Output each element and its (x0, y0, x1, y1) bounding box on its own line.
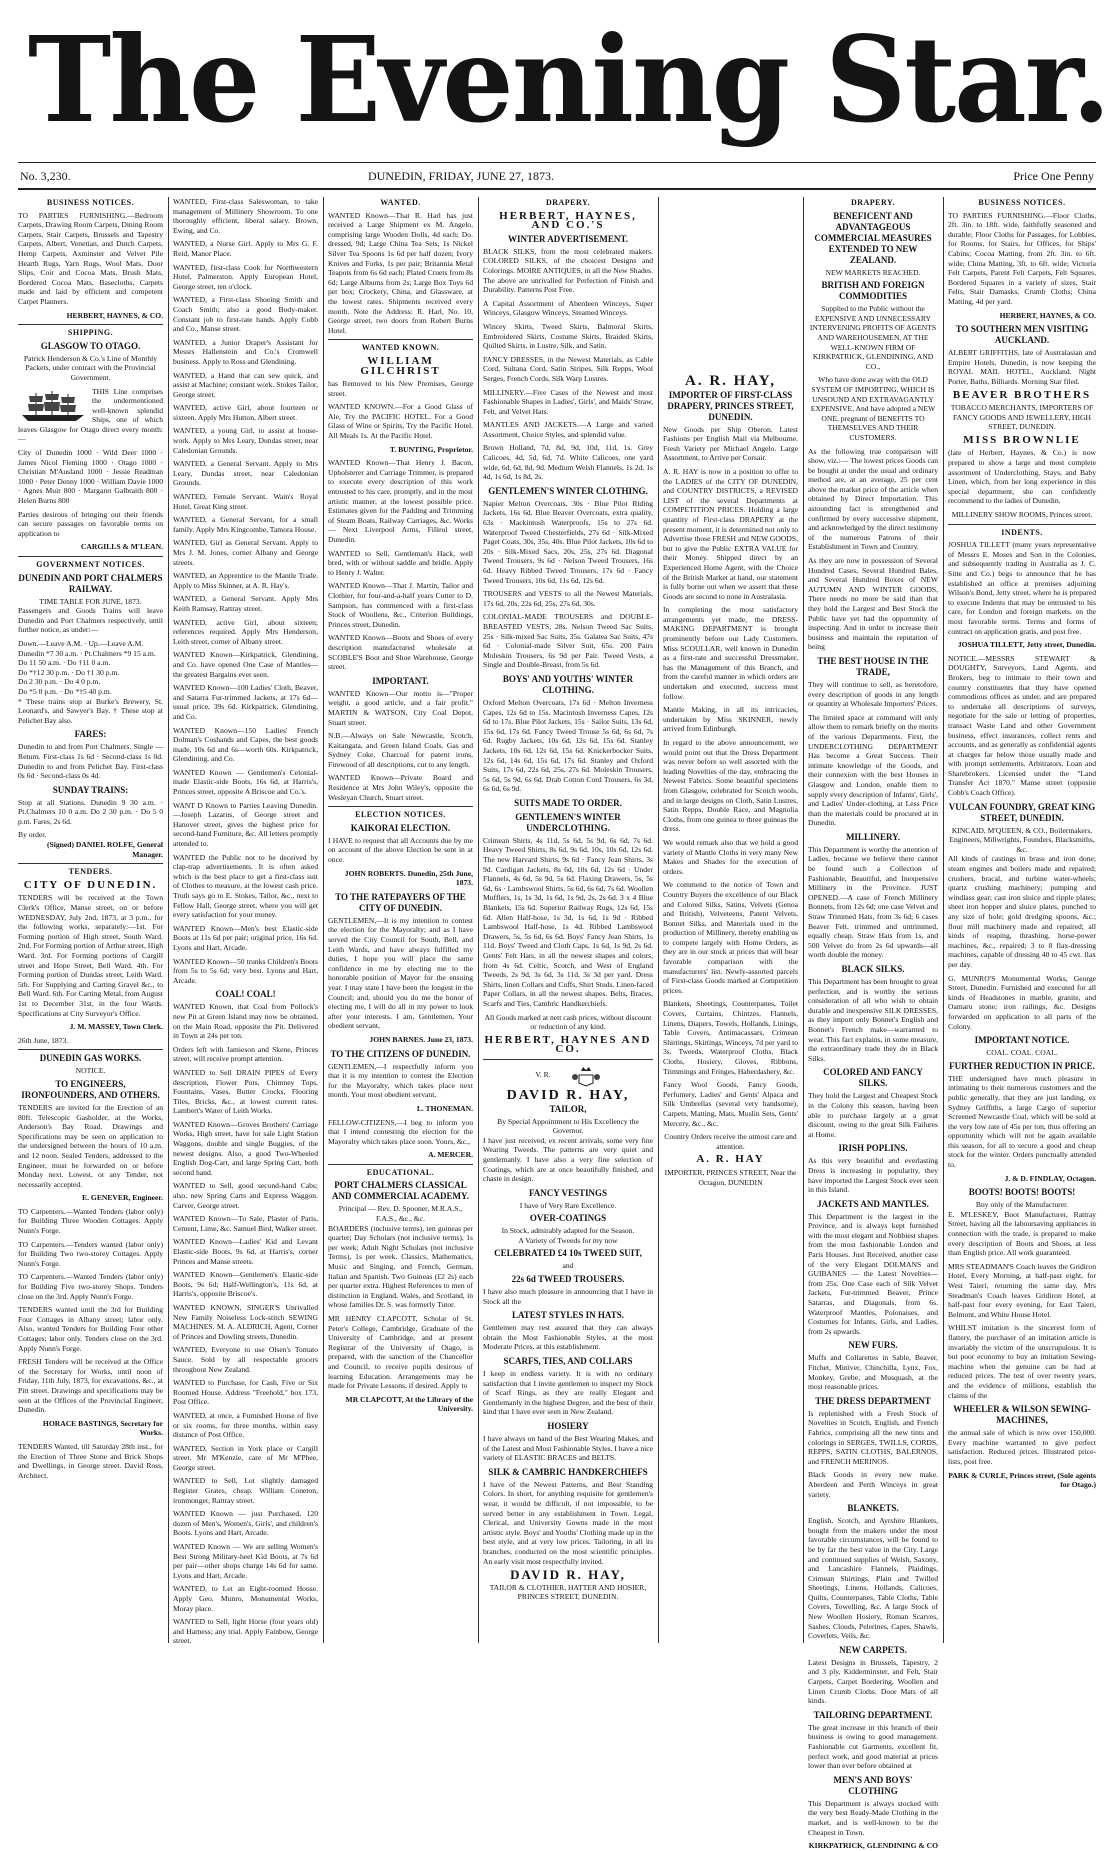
wanted-ad: WANTED, active Girl, about sixteen; references required. Apply Mrs Henderson, Leith street, corner of Albany street. (173, 617, 318, 646)
ad-munro: G. MUNRO'S Monumental Works, George Street, Dunedin. Furnished and executed for all kinds of Headstones in marble, granite, and Oamaru stone; iron railings, &c. Designs forwarded on application to all parts of the Colony. (948, 973, 1096, 1031)
kg-paragraph: This Department is always stocked with the very best Ready-Made Clothing in the market, and is well-known to be the Cheapest in Town. (808, 1798, 938, 1837)
divider (18, 863, 163, 864)
wanted-ad: WANTED Known, that Coal from Pollock's new Pit at Green Island may now be obtained, on the Main Road, opposite the Pit. Delivered in Town at 24s per ton. (173, 1002, 318, 1041)
hay-paragraph: I have just received, ex recent arrivals, some very fine Wearing Tweeds. The patterns are very quiet and gentlemanly. I have also a very fine selection of Coatings, which are at once beautifully finished, and chaste in design. (483, 1135, 653, 1184)
divider (328, 806, 473, 807)
hay-paragraph: Gentlemen may rest assured that they can always obtain the Most Fashionable Styles, at the most Moderate Prices, at this establishment. (483, 1323, 653, 1352)
ad-scobles: WANTED Known—Boots and Shoes of every description manufactured wholesale at SCOBLE'S Boot and Shoe Warehouse, George street. (328, 633, 473, 672)
headline-blankets: BLANKETS. (847, 1503, 899, 1514)
ad-gas-tender: TENDERS are invited for the Erection of an 80ft. Telescopic Gasholder, at the Works, Anderson's Bay Road. Drawings and Specifications may be seen on application to the undersigned between the hours of 10 a.m. and 12 noon. Sealed Tenders, addressed to the Engineer, must be forwarded on or before Monday next. Lowest, or any Tender, not necessarily accepted. (18, 1102, 163, 1189)
divider (948, 524, 1096, 525)
headline-trousers: 22s 6d TWEED TROUSERS. (511, 1274, 625, 1285)
masthead (0, 0, 1114, 160)
headline-black-silks: BLACK SILKS. (841, 964, 905, 974)
ad-signature: DAVID R. HAY, (510, 1567, 626, 1583)
headline-dress-dept: THE DRESS DEPARTMENT (815, 1395, 931, 1406)
ad-parties-desirous: Parties desirous of bringing out their friends can secure passages on favorable terms on application to (18, 509, 163, 538)
headline-beneficent: BENEFICENT AND ADVANTAGEOUS COMMERCIAL MEASURES EXTENDED TO NEW ZEALAND. (814, 210, 932, 265)
headline-tweed-suit: CELEBRATED £4 10s TWEED SUIT, (494, 1248, 642, 1259)
kg-line: NEW MARKETS REACHED. (825, 267, 921, 277)
ad-beaver: TOBACCO MERCHANTS, IMPORTERS OF FANCY GOODS AND JEWELLERY, HIGH STREET, DUNEDIN. (950, 403, 1094, 432)
ad-thoneman: GENTLEMEN,—I respectfully inform you that it is my intention to contest the Election for the Mayoralty, which takes place next month. Your most obedient servant, (328, 1061, 473, 1100)
rule-bottom (18, 188, 1096, 190)
ad-boarders: BOARDERS (inclusive terms), ten guineas per quarter; Day Scholars (not inclusive terms), 1s per week; Adult Night Scholars (not inclusive Terms), 1s per week. Classics, Mathematics, Music and Singing, and French, German, Italian and Spanish. Two Guineas (£2 2s) each per quarter extra. Highest References to men of distinction in England, Wales, and Scotland, in whose families Dr. S. was formerly Tutor. (328, 1223, 473, 1310)
ad-signature: JOHN ROBERTS. Dunedin, 25th June, 1873. (344, 868, 473, 888)
divider (18, 1049, 163, 1050)
ad-signature: HERBERT, HAYNES AND CO. (484, 1033, 652, 1056)
headline-glasgow: GLASGOW TO OTAGO. (40, 340, 141, 351)
headline-kaikorai: KAIKORAI ELECTION. (350, 822, 451, 833)
ad-signature: (Signed) DANIEL ROLFE, General Manager. (46, 840, 163, 859)
ad-gilchrist: has Removed to his New Premises, George street. (328, 379, 473, 398)
royal-crest-row (483, 1063, 653, 1087)
royal-crest-icon (571, 1063, 601, 1087)
hay-line: I have of Very Rare Excellence. (519, 1200, 617, 1210)
drapery-item: All Goods marked at nett cash prices, without discount or reduction of any kind. (484, 1012, 652, 1032)
coal-line: COAL. COAL. COAL. (986, 1048, 1058, 1058)
train-row: Do *5 0 p.m. · Do *†5 40 p.m. (18, 686, 112, 696)
headline-gilchrist: WILLIAM GILCHRIST (360, 354, 441, 377)
divider (328, 339, 473, 340)
ad-watson-nb: N.B.—Always on Sale Newcastle, Scotch, Kaitangata, and Green Island Coals. Gas and Sydney Coke, Charcoal for patent irons, Firewood of all descriptions, cut to any length. (328, 731, 473, 769)
ad-carpenters: TO Carpenters.—Wanted Tenders (labor only) for Building Three Wooden Cottages. Apply Nunn's Forge. (18, 1206, 163, 1236)
kg-paragraph: This Department is the largest in the Province, and is always kept furnished with the most elegant and Nobbiest shapes from the most fashionable London and Paris Houses. Just Received, another case of the very Elegant DOLMANS and GUIBANES — the Latest Novelties—from 25s. One Case each of Silk Velvet Jackets, Fur-trimmed Beaver, Prince Satarras, and Diagonals, from 6s. Waterproof Mantles, Polonaises, and Costumes for Infants, Girls, and Ladies, from 2s upwards. (808, 1211, 938, 1336)
kg-paragraph: They will continue to sell, as heretofore, every description of goods in any length or quantity at Wholesale Importers' Prices. (808, 679, 938, 709)
wanted-ad: WANTED, an Apprentice to the Mantle Trade. Apply to Miss Skinner, at A. R. Hay's. (173, 571, 318, 590)
headline-engineers: TO ENGINEERS, IRONFOUNDERS, AND OTHERS. (21, 1078, 160, 1100)
wanted-ad: WANTED Known—150 Ladies' French Dolman's Coshands and Capes, the best goods made, 10s 6d and 6s—worth 60s. Kirkpatrick, Glendining, and Co. (173, 725, 318, 764)
headline-gas-works: DUNEDIN GAS WORKS. (39, 1053, 142, 1064)
wanted-ad: WANTED to Sell, good second-hand Cabs; also, new Spring Carts and Express Waggon. Carver, George street. (173, 1181, 318, 1210)
wanted-ad: WANTED Known—Groves Brothers' Carriage Works, High street, have for sale Light Station Waggons, double and single Buggies, of the newest designs. Also, a good Two-Wheeled English Dog-Cart, and large Spring Cart, both second hand. (173, 1119, 318, 1177)
ad-line-description: THIS Line comprises the undermentioned well-known splendid Ships, one of which leaves Glasgow for Otago direct every month:— (18, 386, 163, 444)
headline-important-notice: IMPORTANT NOTICE. (974, 1035, 1070, 1046)
headline-boots: BOOTS! BOOTS! BOOTS! (968, 1187, 1076, 1198)
wanted-ad: WANTED, first-class Cook for Northwestern Hotel, Palmerston. Apply European Hotel, George street, ten o'clock. (173, 262, 318, 291)
ad-carpenters: TO Carpenters.—Tenders wanted (labor only) for Building Two two-storey Cottages. Apply Nunn's Forge. (18, 1239, 163, 1268)
ad-private-board: WANTED Known—Private Board and Residence at Mrs John Wiley's, opposite the Wesleyan Church, Stuart street. (328, 773, 473, 802)
column-4 (483, 197, 653, 1643)
headline-boys: BOYS' AND YOUTHS' WINTER CLOTHING. (502, 673, 634, 695)
headline-carpets: NEW CARPETS. (839, 1644, 907, 1655)
dateline: DUNEDIN, FRIDAY, JUNE 27, 1873. (368, 169, 555, 183)
wanted-ad: WANTED, a General Servant, for a small family. Apply Mrs Kingcombe, Tamora House. (173, 515, 318, 534)
headline-gent-clothing: GENTLEMEN'S WINTER CLOTHING. (488, 485, 648, 496)
principal: Principal — Rev. D. Spooner, M.R.A.S., F.A.S., &c., &c. (338, 1204, 463, 1224)
headline-british: BRITISH AND FOREIGN COMMODITIES (821, 280, 925, 302)
section-indents: INDENTS. (1001, 527, 1043, 537)
ad-signature: J. M. MASSEY, Town Clerk. (69, 1022, 163, 1032)
train-row: Do 11 50 a.m. · Do †11 0 a.m. (18, 658, 111, 668)
headline-tailor: TAILOR, (549, 1103, 587, 1114)
hay-address: TAILOR & CLOTHIER, HATTER AND HOSIER, PRINCES STREET, DUNEDIN. (489, 1582, 647, 1602)
headline-irish-poplins: IRISH POPLINS. (838, 1143, 908, 1154)
ad-signature: E. GENEVER, Engineer. (82, 1193, 163, 1203)
section-educational: EDUCATIONAL. (366, 1167, 435, 1177)
headline-handkerchiefs: SILK & CAMBRIC HANDKERCHIEFS (488, 1466, 648, 1477)
section-drapery: DRAPERY. (850, 198, 896, 207)
column-rule (168, 197, 169, 1643)
kg-paragraph: Who have done away with the OLD SYSTEM OF IMPORTING, WHICH IS UNSOUND AND EXTRAVAGANTLY EXPENSIVE, And have adopted a NEW ONE, pregnant of BENEFITS TO THEMSELVES AND THEIR CUSTOMERS. (810, 375, 936, 442)
wanted-ad: WANTED, a General Servant. Apply Mrs Keith Ramsay, Rattray street. (173, 594, 318, 613)
ad-kaikorai: I HAVE to request that all Accounts due by me on account of the above Election be sent in at once. (328, 835, 473, 865)
by-order: By order. (18, 830, 47, 840)
wanted-ad: WANTED to Purchase, for Cash, Five or Six Roomed House. Address "Freehold," box 173, Post Office. (173, 1378, 318, 1407)
headline-herbert-haynes: HERBERT, HAYNES, AND CO.'S (499, 209, 637, 232)
ad-mleskey: E. M'LESKEY, Boot Manufacturer, Rattray Street, having all the laboursaving appliances in connection with the trade, is prepared to make every description of Boots and Shoes, at less than English price. All work guaranteed. (948, 1209, 1096, 1258)
ar-hay-address: IMPORTER, PRINCES STREET, Near the Octagon, DUNEDIN (664, 1167, 797, 1187)
ad-findlay: THE undersigned have much pleasure in intimating to their numerous customers and the public generally, that they are just landing, ex Sydney Griffiths, a large Cargo of superior Screened Newcastle Coal, which will be sold at the very low rate of 45s per ton, thus offering an opportunity which will not be again available this season, for all to secure a good and cheap stock for the winter. Orders punctually attended to. (948, 1073, 1096, 1170)
price: Price One Penny (1013, 169, 1094, 183)
hay-paragraph: I have always on hand of the Best Wearing Makes, and of the Latest and Most Fashionable Styles. I have a nice variety of ELASTIC BRACES and BELTS. (483, 1434, 653, 1463)
headline-importer: IMPORTER OF FIRST-CLASS DRAPERY, PRINCES STREET, DUNEDIN. (667, 389, 794, 422)
ad-henderson: Patrick Henderson & Co.'s Line of Monthly Packets, under contract with the Provincial Government. (23, 353, 158, 382)
section-election: ELECTION NOTICES. (355, 810, 446, 820)
ad-harl: WANTED Known—That R. Harl has just received a Large Shipment ex M. Angelo, comprising large Wooden Dolls, 4d each; Do. dressed, 9d; Large China Tea Sets, 1s Nickel Silver Tea Spoons 1s 6d per half dozen; Ivory Knives and Forks, 1s per pair; Britannia Metal Teapots from 6s 6d each; Plated Cruets from 8s 6d; Large Albums from 2s; Large Box Toys 6d per box; Crockery, China, and Glassware, at the lowest rates. Shipments received every month. Note the Address: R. Harl, No. 10, George street, two doors from Robert Burns Hotel. (328, 210, 473, 335)
kg-paragraph: As this very beautiful and everlasting Dress is increasing in popularity, they have imported the Largest Stock ever seen in this Island. (808, 1156, 938, 1195)
wanted-ad: WANTED Known — Gentlemen's Celonial-made Elastic-side Boots, 16s 6d, at Harris's, Princes street, opposite A Briscoe and Co.'s. (173, 767, 318, 797)
wanted-ad: WANT D Known to Parties Leaving Dunedin.—Joseph Lazarus, of George street and Hanover street, gives the highest price for second-hand Furniture, &c. All letters promptly attended to. (173, 800, 318, 849)
wanted-ad: WANTED KNOWN, SINGER'S Unrivalled New Family Noiseless Lock-stitch SEWING MACHINES. M. A. ALDRICH, Agent, Corner of Princes and Dowling streets, Dunedin. (173, 1302, 318, 1341)
issue-number: No. 3,230. (20, 169, 71, 183)
ad-signature: CARGILLS & M'LEAN. (80, 542, 163, 552)
ad-mercer: FELLOW-CITIZENS,—I beg to inform you that I intend contesting the election for the Mayoralty which takes place soon. Yours, &c., (328, 1117, 473, 1146)
kg-paragraph: Latest Designs in Brussels, Tapestry, 2 and 3 ply, Kidderminster, and Felt, Stair Carpets, Carpet Bordering, Woollen and Linen Crumb Cloths. Door Mats of all kinds. (808, 1657, 938, 1706)
divider (18, 324, 163, 325)
column-6 (808, 197, 938, 1851)
section-wanted-known: WANTED KNOWN. (361, 343, 440, 353)
drapery-item: COLONIAL-MADE TROUSERS and DOUBLE-BREASTED VESTS, 28s. Nelson Tweed Sac Suits, 25s · Silk-mixed Sac Suits, 35s. Galatea Sac Suits, 47s 6d · Colonial-made Silver Suit, 65s. 200 Pairs Moleskin Trousers, 6s 9d per Pair. Tweed Vests, a Single and Double-Breast, from 5s 6d. (483, 612, 653, 670)
timetable-title: TIME TABLE FOR JUNE, 1873. (39, 596, 142, 606)
section-tenders: TENDERS. (68, 867, 113, 877)
wanted-ad: WANTED, a General Servant. Apply to Mrs Leary, Dundas street, near Caledonian Grounds. (173, 459, 318, 488)
ad-fresh-tenders: FRESH Tenders will be received at the Office of the Secretary for Works, until noon of Friday, 11th July, 1873, for excavations, &c., at Pitt street. Drawings and specifications may be seen at the Offices of the Provincial Engineer, Dunedin. (18, 1357, 163, 1415)
column-1 (18, 197, 163, 1643)
kg-paragraph: The limited space at command will only allow them to remark briefly on the merits of the various Departments. First, the UNDERCLOTHING DEPARTMENT Has become a Great Success. Their intimate knowledge of the Goods, and their connexion with the best Houses in Glasgow and London, enable them to supply every description of Infants', Girls', and Ladies' Under-clothing, at Less Price than the materials could be procured at in Dunedin. (808, 712, 938, 828)
kg-paragraph: Is replenished with a Fresh Stock of Novelties in Scotch, English, and French Fabrics, comprising all the new tints and colorings in SERGES, TWILLS, CORDS, REPPS, SATIN CLOTHS, BALERNOS, and FRENCH MERINOS. (808, 1408, 938, 1466)
train-header: Down.—Leave A.M. · Up.—Leave A.M. (18, 638, 144, 648)
ad-vulcan: All kinds of castings in brass and iron done; steam engines and boilers made and repaired; crushers, bracal, and turbine water-wheels; quartz crushing machinery; pumping and windlass gear; cast iron sluice and ripple plates; sheet iron hopper and sluice plates, punched to any size of hole; gold dredging spoons, &c.; flour mill machinery made and repaired; all kinds of reaping, thrashing, horse-power machines, &c., repaired; 3 to 8 flax-dressing machines, capable of dressing 40 to 45 cwt. flax per day. (948, 854, 1096, 969)
ar-hay-paragraph: In completing the most satisfactory arrangements yet made, the DRESS-MAKING DEPARTMENT is brought prominently before our Lady Customers. Miss SCOULLAR, well known in Dunedin as a first-rate and successful Dressmaker, has the Management of this Branch, and from the careful manner in which orders are undertaken and executed, success must follow. (663, 605, 798, 701)
ad-tenders-shops: TENDERS Wanted, till Saturday 28th inst., for the Erection of Three Stone and Brick Shops and Dwellings, in George street. David Ross, Architect. (18, 1441, 163, 1480)
ad-floor-cloths: TO PARTIES FURNISHING.—Floor Cloths, 2ft. 3in. to 18ft. wide, faithfully seasoned and durable; Floor Cloths for Passages, for Lobbies, for Rooms, for Stairs, for Offices, for Ships' Cabins; Cocoa Matting, from 2ft. 3in. to 6ft. wide; China Matting, 3ft. to 6ft. wide; Victoria Felt Carpets, Parent Felt Carpets, Felt Squares, Bordered Squares in a variety of sizes, Stair Felts, Stair Damasks, Crumb Cloths; China Matting, 4d per yard. (948, 210, 1096, 306)
headline-mens-clothing: MEN'S AND BOYS' CLOTHING (833, 1774, 913, 1796)
drapery-item: BLACK SILKS, from the most celebrated makers. COLORED SILKS, of the choicest Designs and Colorings. MOIRE ANTIQUES, in all the New Shades. The above are unrivalled for Perfection of Finish and Durability. Patterns Post Free. (483, 246, 653, 295)
wanted-ad: WANTED Known—Kirkpatrick, Glendining, and Co. have opened One Case of Mantles—the greatest Bargains ever seen. (173, 650, 318, 679)
headline-academy: PORT CHALMERS CLASSICAL AND COMMERCIAL ACADEMY. (332, 1180, 469, 1202)
divider (18, 556, 163, 557)
ad-watson: WANTED Known—Our motto is—"Proper weight, a good article, and a fair profit." MARTIN & WATSON, City Coal Depot, Stuart street. (328, 688, 473, 727)
column-3 (328, 197, 473, 1643)
wanted-ad: WANTED, Girl as General Servant. Apply to Mrs J. M. Jones, corner Albany and George streets. (173, 538, 318, 567)
kg-paragraph: This Department is worthy the attention of Ladies, because we believe there cannot be found such a Collection of Fashionable, Beautiful, and Inexpensive Millinery in the Province. JUST OPENED.—A case of French Millinery Bonnets, from 12s 6d; one case Velvet and Straw Trimmed Hats, from 3s 6d; 6 cases Beaver Felt, trimmed and untrimmed, equally cheap. Straw Hats from 1s, and 500 Velvet do from 2s 6d upwards—all worth double the money. (808, 844, 938, 960)
ad-signature: HERBERT, HAYNES, & CO. (66, 310, 163, 320)
wanted-ad: WANTED, a young Girl, to assist at house-work. Apply to Mrs Leary, Dundas street, near Caledonian Grounds. (173, 426, 318, 455)
column-rule (943, 197, 944, 1643)
ad-tenders-labor: TENDERS wanted until the 3rd for Building Four Cottages in Albany street; labor only. Also, wanted Tenders for Building Four other Cottages; labor only. Tenders close on the 3rd. Apply Nunn's Forge. (18, 1305, 163, 1353)
headline-overcoatings: OVER-COATINGS (529, 1213, 607, 1224)
ad-date: 26th June, 1873. (18, 1035, 69, 1045)
hay-line: and (562, 1261, 574, 1271)
ad-signature: KIRKPATRICK, GLENDINING & CO (808, 1841, 938, 1851)
ad-signature: HERBERT, HAYNES, & CO. (999, 310, 1096, 320)
wanted-ad: WANTED, Female Servant. Wain's Royal Hotel, Great King street. (173, 492, 318, 511)
ar-hay-paragraph: Country Orders receive the utmost care and attention. (664, 1132, 797, 1151)
price-list: Oxford Melton Overcoats, 17s 6d · Melton Inverness Capes, 12s 6d to 15s. Macintosh Inverness Capes, 12s 6d to 17s. Blue Pilot Jackets, 15s · Sailor Suits, 13s 6d, 15s 6d, 17s 6d. Fancy Tweed Trouse 5s 6d, 6s 6d, 7s 6d. Rugby Jackets, 10s 6d, 12s 6d, 15s 6d. Stanley Jackets, 10s 6d, 12s 6d, 15s 6d. Knickerbocker Suits, 12s 6d, 14s 6d, 15s 6d, 17s 6d. Stanley and Oxford Suits, 17s 6d, 22s 6d, 25s, 27s 6d. Moleskin Trousers, 5s 6d, 5s 9d, 6s 6d. Drab Cotton Cord Trousers, 6s 3d, 6s 6d, 6s 9d. (483, 697, 653, 794)
ar-hay-paragraph: In regard to the above announcement, we would point out that the Dress Department was never before so well assorted with the leading Novelties of the day, embracing the Newest Fabrics. Some beautiful specimens from Glasgow, celebrated for Scotch wools, and in large designs on Cloth, Satin Lustres, Satin Repps, Double Race, and Magnolia Cloths, from one guinea to three guineas the dress. (663, 738, 798, 834)
hay-paragraph: I have also much pleasure in announcing that I have in Stock all the (483, 1287, 653, 1306)
section-business-notices: BUSINESS NOTICES. (46, 198, 135, 207)
section-business-notices: BUSINESS NOTICES. (978, 198, 1066, 207)
wanted-ad: WANTED Known—To Sale, Plaster of Paris, Cement, Lime, &c. Samuel Bird, Walker street. (173, 1214, 318, 1233)
ar-hay-paragraph: Blankets, Sheetings, Counterpanes, Toilet Covers, Curtains, Chintzes, Flannels, Linens, Diapers, Towels, Hollands, Linings, Table Covers, Antimacassars, Crimean Shirtings, Skirtings, Winceys, 7d per yard to 3s. Tweeds, Waterproof Cloths, Black Cloths, Hosiery, Gloves, Ribbons, Trimmings and Fringes, Haberdashery, &c. (663, 999, 798, 1076)
wanted-ad: WANTED, a Junior Draper's Assistant for Messrs Hallenstein and Co.'s Cromwell business. Apply to Ross and Glendining. (173, 337, 318, 366)
drapery-item: A Capital Assortment of Aberdeen Winceys, Super Winceys, Glasgow Winceys, Steamed Winceys. (483, 298, 653, 318)
info-line (18, 166, 1096, 186)
sunday-table: Stop at all Stations. Dunedin 9 30 a.m. · Pt.Chalmers 10 0 a.m. Do 2 30 p.m. · Do 5 0 p.m. Fares, 2s 6d. (18, 797, 163, 826)
hay-line: A Variety of Tweeds for my now (518, 1235, 618, 1245)
ad-stewart-doughty: NOTICE.—MESSRS STEWART & DOUGHTY, Surveyors, Land Agents, and Brokers, beg to intimate to their town and country constituents that they have opened commodious offices as under, and are prepared to undertake all descriptions of surveys, negotiate for the sale or letting of properties, transact Waste Land and other Government business, effect insurances, collect rents and accounts, and as generally as confidential agents at charges far below those usually made and with prompt settlements. Arbitrators, Loan and Sharebrokers. Licensed under the "Land Transfer Act 1870." Manse street (opposite Cobb's Coach Office). (948, 653, 1096, 798)
ad-steadman: MRS STEADMAN'S Coach leaves the Gridiron Hotel, Every Morning, at half-past eight, for West Taieri, returning the same day. Mrs Steadman's Coach leaves Gridiron Hotel, at half-past four every evening, for East Taieri, Belmont, and White House Hotel. (948, 1261, 1096, 1319)
ad-signature: L. THONEMAN. (416, 1103, 473, 1113)
kg-paragraph: The great increase in this branch of their business is owing to good management. Fashionable cut Garments, excellent fit, perfect work, and good material at prices lower than ever before obtained at (808, 1722, 938, 1771)
ar-hay-paragraph: Mantle Making, in all its intricacies, undertaken by Miss SKINNER, newly arrived from Edinburgh. (663, 705, 798, 734)
train-row: Do 2 30 p.m. · Do 4 0 p.m. (18, 677, 101, 687)
wanted-ad: WANTED the Public not to be deceived by clap-trap advertisements. It is often asked which is the best place to get a first-class suit of Clothes to measure, at the lowest cash price. Truth says go to E. Stokes, Tailor, &c., next to Fellow Hall, George street, where you will get every satisfaction for your money. (173, 852, 318, 920)
price-list: Crimean Shirts, 4s 11d, 5s 6d, 5s 9d, 6s 6d, 7s 6d. Heavy Tweed Shirts, 8s 6d, 9s 6d, 10s, 10s 6d, 12s 6d. The new Harvard Shirts, 9s 6d · Fancy Jean Shirts, 3s 9d. Cardigan Jackets, 8s 6d, 10s 6d, 12s 6d · Under Flannels, 4s 6d, 5s 9d, 5s 6d. Flaxing Drawers, 5s, 5s 6d, 6s · Lambswool Shirts, 5s 6d, 6s 6d, 7s 6d. Woollen Mufflers, 1s, 1s 3d, 1s 6d, 1s 9d, 2s, 2s 6d. 3 x 4 Blue Blankets, 15s 6d. Superior Railway Rugs, 12s 6d, 15s 6d. Allen Half-hose, 1s 3d, 1s 6d, 1s 9d · Ribbed Lambswool Half-hose, 1s 4d. Ribbed Lambswool Drawers, 5s, 5s 6d, 6s 6d. Boys' Fancy Jean Shirts, 1s 11d. Boys' Tweed and Cloth Caps, 1s 6d, 1s 9d, 2s 6d. Gents' Felt Hats, in all the newest shapes and colors, from 4s 6d. Celtic, Scotch, and West of England Tweeds, 2s 9d, 3s 6d, 3s 11d, 3s 3d per yard. Dress Shirts, linen Collars and Cuffs, Shirt Studs. Linen-faced Paper Collars, in all the newest shapes. Belts, Braces, Scarfs and Ties, Cambric Handkerchiefs. (483, 835, 653, 1008)
fares-table: Dunedin to and from Port Chalmers. Single — Return. First-class 1s 6d · Second-class 1s 0d. Dunedin to and from Pelichet Bay. First-class 0s 6d · Second-class 0s 4d. (18, 742, 163, 781)
ad-griffiths: ALBERT GRIFFITHS, late of Australasian and Empire Hotels, Dunedin, is now keeping the ROYAL MAIL HOTEL, Auckland. Night Porter, Baths, Billiards. Morning Star filed. (948, 348, 1096, 386)
headline-beaver: BEAVER BROTHERS (952, 388, 1092, 401)
kg-paragraph: Supplied to the Public without the EXPENSIVE AND UNNECESSARY INTERVENING PROFITS OF AGENTS AND WAREHOUSEMEN, AT THE WELL-KNOWN FIRM OF KIRKPATRICK, GLENDINING, AND CO., (809, 304, 937, 371)
kg-paragraph: English, Scotch, and Ayrshire Blankets, bought from the makers under the most favorable circumstances, will be found to be by far the best value in the City. Large and continued supplies of Welsh, Saxony, and Lancashire Flannels, Plaidings, Crimean Shirtings, Plain and Twilled Sheetings, Linens, Hollands, Calicoes, Quilts, Counterpanes, Table Cloths, Table Covers, Towelling, &c. A large Stock of New Woollen Hosiery, Roman Scarves, Sashes, Clouds, Pelerines, Capes, Shawls, Coverlets, Veils, &c. (808, 1516, 938, 1641)
wanted-ad: WANTED, a Nurse Girl. Apply to Mrs G. F. Reid, Manor Place. (173, 239, 318, 258)
headline-ratepayers: TO THE RATEPAYERS OF THE CITY OF DUNEDIN. (335, 891, 466, 913)
ar-hay-paragraph: New Goods per Ship Oberon. Latest Fashions per English Mail via Melbourne. Fresh Variety per Michael Angelo. Large Assortment, to Arrive per Corsair. (663, 424, 798, 463)
headline-suits: SUITS MADE TO ORDER. (514, 797, 622, 808)
wanted-ad: WANTED Known—Gentlemen's Elastic-side Boots, 9s 6d; Half-Wellington's, 11s 6d, at Harris's, opposite Briscoe's. (173, 1270, 318, 1299)
ad-signature: T. BUNTING, Proprietor. (389, 444, 473, 454)
sunday-title: SUNDAY TRAINS: (52, 784, 129, 795)
ad-martin: WANTED Known—That J. Martin, Tailor and Clothier, for four-and-a-half years Cutter to D. Sampson, has commenced with a first-class Stock of Woollens, &c., Criterion Buildings, Princes street, Dunedin. (328, 581, 473, 629)
ad-tillett: JOSHUA TILLETT (many years representative of Messrs E. Moses and Son in the Colonies, and subsequently trading in Australia as J. C. Sitte and Co.) begs to announce that he has established an office at premises adjoining Wilson's Bond, Jetty street, where he is prepared to execute Indents that may be entrusted to his care, for London and foreign markets, on the most favorable terms. Terms and forms of contract on application gratis, and post free. (948, 540, 1096, 636)
ad-pacific-hotel: WANTED KNOWN.—For a Good Glass of Ale, Try the PACIFIC HOTEL. For a Good Glass of Wine or Spirits, Try the Pacific Hotel. All Meals 1s. At the Pacific Hotel. (328, 402, 473, 441)
drapery-item: MILLINERY.—Five Cases of the Newest and most Fashionable Shapes in Ladies', Girls', and Maids' Straw, Felt, and Velvet Hats. (483, 387, 653, 416)
headline-brownlie: MISS BROWNLIE (963, 433, 1081, 446)
column-2 (173, 197, 318, 1646)
headline-wheeler-wilson: WHEELER & WILSON SEWING-MACHINES, (953, 1404, 1091, 1426)
ad-signature: JOSHUA TILLETT, Jetty street, Dunedin. (957, 640, 1096, 650)
price-list: Napier Melton Overcoats, 30s · Blue Pilot Riding Jackets, 16s 6d. Blue Beaver Overcoats, extra quality, 63s · Mackintosh Waterproofs, 15s to 27s 6d. Waterproof Tweed Chesterfields, 27s 6d · Silk-Mixed Paget Coats, 30s, 35s, 40s. Blue Pilot Jackets, 10s 6d to 20s · Silk-Mixed Sacs, 20s, 25s, 27s 6d. Diagonal Tweed Trousers, 9s 6d · Nelson Tweed Trousers, 16s 6d. Heavy Ribbed Tweed Trousers, 17s 6d · Fancy Tweed Trousers, 10s 6d, 11s 6d, 12s 6d. (483, 498, 653, 585)
wanted-ad: WANTED Known — We are selling Women's Best Strong Military-heel Kid Boots, at 7s 6d per pair—other shops charge 14s 6d for same. Lyons and Hart, Arcade. (173, 1542, 318, 1580)
kg-paragraph: Muffs and Collarettes in Sable, Beaver, Fitchet, Miniver, Chinchilla, Lynx, Fox, Monkey, Grebe, and Musquash, at the most reasonable prices. (808, 1353, 938, 1392)
headline-railway: DUNEDIN AND PORT CHALMERS RAILWAY. (18, 572, 163, 594)
drapery-item: MANTLES AND JACKETS.—A Large and varied Assortment, Choice Styles, and splendid value. (483, 420, 653, 439)
wanted-ad: WANTED to Sell DRAIN PIPES of Every description, Flower Pots, Chimney Tops, Fountains, Vases, Butter Crocks, Flooring Tiles, Bricks, &c., at lowest current rates. Lambert's Water of Leith Works. (173, 1067, 318, 1116)
ad-bacon: WANTED Known—That Henry J. Bacon, Upholsterer and Carriage Trimmer, is prepared to execute every description of this work entrusted to his care, promptly, and in the most artistic manner, at the lowest possible price. Estimates given for the Padding and Trimming of Steam Boats, Railway Carriages, &c. Works — Next Liverpool Arms, Filleul street, Dunedin. (328, 458, 473, 544)
ad-signature: MR CLAPCOTT, At the Library of the University. (345, 1394, 473, 1414)
headline-furs: NEW FURS. (848, 1340, 898, 1351)
headline-city-of-dunedin: CITY OF DUNEDIN. (23, 878, 158, 891)
ad-signature: JOHN BARNES. June 23, 1873. (369, 1034, 473, 1044)
column-7 (948, 197, 1096, 1643)
drapery-item: TROUSERS and VESTS to all the Newest Materials, 17s 6d, 20s, 22s 6d, 25s, 27s 6d, 30s. (483, 589, 653, 608)
ad-signature: A. MERCER. (428, 1150, 473, 1160)
ad-signature: J. & D. FINDLAY, Octagon. (1004, 1173, 1096, 1183)
wanted-ad: WANTED Known—Ladies' Kid and Levant Elastic-side Boots, 9s 6d, at Harris's, corner Princes and Manse streets. (173, 1237, 318, 1266)
column-rule (323, 197, 324, 1643)
ar-hay-paragraph: We would remark also that we hold a good variety of Mantle Cloths in very many New Makes and Shades for the execution of orders. (663, 837, 798, 876)
kg-paragraph: As the following true comparison will show, viz.:— The lowest prices Goods can be bought at under the usual and ordinary method are, at an average, 25 per cent above the market price of the article when obtained by Direct Importation. This astounding fact is strengthened and confirmed by every successive shipment, and acknowledged by the direct testimony of the numerous Patrons of their Establishment in Town and Country. (808, 446, 938, 552)
kg-paragraph: Black Goods in every new make. Aberdeen and Perth Winceys in great variety. (808, 1470, 938, 1499)
headline-colored-silks: COLORED AND FANCY SILKS. (823, 1067, 923, 1089)
section-wanted: WANTED. (380, 198, 421, 207)
wanted-ad: WANTED Known—Men's best Elastic-side Boots at 11s 6d per pair; original price, 16s 6d. Lyons and Hart, Arcade. (173, 923, 318, 952)
hay-paragraph: I have of the Newest Patterns, and Best Standing Colors. In short, for anything requisite for gentlemen's wear, it would be difficult, if not impossible, to be served better in any establishment in Town. Legal, Clerical, and University Gowns made in the most artistic style. Boys' and Youths' Clothing made up in the best style, and at very low prices. Tailoring, in all its branches, conducted on the most scientific principles. An early visit most respectfully invited. (483, 1479, 654, 1566)
ships-list: City of Dunedin 1000 · Wild Deer 1000 · James Nicol Fleming 1000 · Otago 1000 · Christian M'Ausland 1000 · Jessie Readman 1000 · Peter Denny 1000 · William Davie 1000 · Agnes Muir 800 · Margaret Galbraith 800 · Helen Burns 800 (18, 448, 163, 506)
ad-signature: HORACE BASTINGS, Secretary for Works. (42, 1418, 163, 1438)
vr-mark: V. R. (535, 1070, 551, 1080)
headline-hosiery: HOSIERY (547, 1421, 589, 1431)
headline-important: IMPORTANT. (372, 675, 429, 686)
section-government: GOVERNMENT NOTICES. (36, 560, 145, 569)
ad-signature: MILLINERY SHOW ROOMS, Princes street. (951, 510, 1093, 520)
wanted-ad: WANTED, active Girl, about fourteen or sixteen. Apply Mrs Hutton, Albert street. (173, 403, 318, 422)
notice-title: NOTICE. (75, 1066, 106, 1076)
headline-citizens: TO THE CITIZENS OF DUNEDIN. (330, 1048, 471, 1059)
section-drapery: DRAPERY. (545, 198, 591, 207)
column-rule (658, 197, 659, 1643)
headline-southern: TO SOUTHERN MEN VISITING AUCKLAND. (955, 324, 1089, 346)
headline-hats: LATEST STYLES IN HATS. (511, 1310, 625, 1321)
wanted-ad: WANTED, a First-class Shoeing Smith and Coach Smith; also a good Body-maker. Constant job to first-rate hands. Apply Cobb and Co., Manse street. (173, 295, 318, 334)
divider (328, 1164, 473, 1165)
ad-whilst: WHILST imitation is the sincerest form of flattery, the purchaser of an imitation article is invariably the victim of the unscrupulous. It is but poor economy to buy an imitation Sewing-machine when the genuine can be had at reduced prices. The test of over twenty years, and the evidence of millions, establish the claims of the (948, 1323, 1096, 1400)
ad-signature: A. R. HAY (696, 1153, 765, 1166)
wanted-ad: WANTED Known — just Purchased, 120 dozen of Men's, Women's, Girls', and children's Boots. Lyons and Hart, Arcade. (173, 1509, 318, 1538)
appointment: By Special Appointment to His Excellency the Governor. (497, 1116, 639, 1136)
column-rule (803, 197, 804, 1643)
ad-wheeler: the annual sale of which is now over 150,000. Every machine warranted to give perfect satisfaction. Reduced prices. Illustrated price-lists, post free. (948, 1428, 1096, 1466)
ad-kincaid: KINCAID, M'QUEEN, & CO., Boilermakers, Engineers, Millwrights, Founders, Blacksmiths, &c. (949, 825, 1095, 854)
boots-line: Buy only of the Manufacturer. (975, 1200, 1069, 1210)
ar-hay-paragraph: Fancy Wool Goods, Fancy Goods, Perfumery, Ladies' and Gents' Alpaca and Silk Umbrellas (several very handsome), Carpets, Matting, Mats, Muslin Sets, Gents' Mercery, &c., &c. (663, 1080, 798, 1128)
ad-brownlie: (late of Herbert, Haynes, & Co.) is now prepared to show a large and most complete assortment of Underclothing, Stays, and Baby Linen, which, from her long experience in this special department, she can confidently recommend to the ladies of Dunedin. (948, 448, 1096, 506)
wanted-ad: WANTED to Sell, light Horse (four years old) and Harness; any trial. Apply Fainbow, George street. (173, 1617, 318, 1646)
masthead-title: The Evening Star. (27, 10, 1109, 149)
section-shipping: SHIPPING. (67, 328, 114, 338)
column-rule (478, 197, 479, 1643)
divider (483, 1059, 653, 1060)
ad-clapcott: MR HENRY CLAPCOTT, Scholar of St. Peter's College, Cambridge, Graduate of the University of Cambridge, and at present Registrar of the University of Otago, is prepared, with the sanction of the Chancellor and Council, to receive pupils desirous of learning Education. Arrangements may be made for Private Lessons, if desired. Apply to (328, 1314, 473, 1391)
headline-underclothing: GENTLEMEN'S WINTER UNDERCLOTHING. (515, 811, 621, 833)
wanted-ad: WANTED, at once, a Furnished House of five or six rooms, for three months, within easy distance of Post Office. (173, 1410, 318, 1440)
wanted-ad: WANTED to Sell, Lot slightly damaged Register Grates, cheap. William Coneton, ironmonger, Rattray street. (173, 1476, 318, 1505)
ad-walter: WANTED to Sell, Gentleman's Hack, well bred, with or without saddle and bridle. Apply to Henry J. Walter. (328, 548, 473, 577)
ad-barnes: GENTLEMEN,—It is my intention to contest the election for the Mayoralty; and as I have served the City Council for South, Bell, and Leith Wards, and have always fulfilled my duties, I hope you will place the same confidence in me by electing me to the honorable position of Mayor for the ensuing year. I may state I have been the longest in the Council; and, should you do me the honor of electing me, I will do all in my power to look after your interests. I am, Gentlemen, Your obedient servant, (328, 915, 473, 1031)
headline-david-hay: DAVID R. HAY, (506, 1087, 630, 1103)
column-5 (663, 197, 798, 1643)
wanted-ad: WANTED, to Let an Eight-roomed House. Apply Geo. Munro, Monumental Works, Moray place. (173, 1584, 318, 1613)
wanted-ad: Orders left with Jamieson and Skene, Princes street, will receive prompt attention. (173, 1044, 318, 1064)
kg-paragraph: This Department has been brought to great perfection, and is worthy the serious consideration of all who wish to obtain durable and inexpensive SILK DRESSES, as they import only Bonnet's English and Bonnet's French make—warranted to wear. This fact explains, in some measure, the extraordinary trade they do in Black Silks. (808, 977, 938, 1063)
drapery-item: Brown Holland, 7d, 8d, 9d, 10d, 11d, 1s. Grey Calicoes, 4d, 5d, 6d, 7d. White Calicoes, one yard wide, 6d, 6d, 8d, 9d. Medium Welsh Flannels, 1s 2d, 1s 4d, 1s 6d, 1s 8d, 2s. (483, 443, 653, 482)
headline-ar-hay: A. R. HAY, (685, 373, 776, 389)
rule-top (18, 162, 1096, 163)
drapery-item: Wincey Skirts, Tweed Skirts, Balmoral Skirts, Embroidered Skirts, Costume Skirts, Braided Skirts, Quilted Skirts, in Lustre, Silk, and Satin. (483, 321, 653, 351)
sailing-ship-icon (18, 389, 88, 423)
hay-line: In Stock, admirably adapted for the Season. (501, 1226, 635, 1236)
wanted-ad: WANTED Known—100 Ladies' Cloth, Beaver, and Satarra Fur-trimmed Jackets, at 17s 6d—usual price, 39s 6d. Kirkpatrick, Glendining, and Co. (173, 683, 318, 721)
hay-paragraph: I keep in endless variety. It is with no ordinary satisfaction that I invite gentlemen to inspect my Stock of Scarf Rings, as they are really Elegant and Gentlemanly in the highest Degree, and the best of their kind that I have ever seen in New Zealand. (483, 1369, 653, 1417)
ad-signature: PARK & CURLE, Princes street, (Sole agents for Otago.) (948, 1470, 1096, 1490)
wanted-ad: WANTED, a Hand that can sew quick, and assist at Machine; constant work. Stokes Tailor, George street. (173, 370, 318, 399)
headline-coal: COAL! COAL! (215, 989, 276, 1000)
headline-reduction: FURTHER REDUCTION IN PRICE. (949, 1060, 1095, 1071)
columns (18, 197, 1096, 1851)
headline-jackets: JACKETS AND MANTLES. (817, 1198, 929, 1209)
wanted-ad: WANTED, Section in York place or Cargill street. Mr M'Kenzie, care of Mr M'Phee, George street. (173, 1443, 318, 1472)
headline-best-house: THE BEST HOUSE IN THE TRADE, (817, 655, 929, 677)
wanted-ad: WANTED, First-class Saleswoman, to take management of Millinery Showroom. To one thoroughly efficient, liberal salary. Brown, Ewing, and Co. (173, 197, 318, 235)
headline-vestings: FANCY VESTINGS (528, 1187, 608, 1198)
headline-tailoring: TAILORING DEPARTMENT. (813, 1709, 933, 1720)
headline-scarfs: SCARFS, TIES, AND COLLARS (503, 1356, 633, 1367)
ar-hay-paragraph: We commend to the notice of Town and Country Buyers the excellence of our Black and Colored Silks, Satins, Velvets (Genoa and British), Velveteens, Patent Velvets, Bonnet Silks, and Materials used in the production of Millinery, thereby enabling us to compete largely with Home Orders, as they are in our stock at prices that will bear favorable comparison with the manufacturers' list. Newly-assorted parcels of First-class Goods marked at Competition prices. (663, 880, 798, 995)
wanted-ad: WANTED Known—50 trunks Children's Boots from 5s to 5s 6d; very best. Lyons and Hart, Arcade. (173, 956, 318, 985)
fares-title: FARES: (74, 729, 107, 740)
ad-carpenters: TO Carpenters.—Wanted Tenders (labor only) for Building Five two-storey Shops. Tenders close on the 3rd. Apply Nunn's Forge. (18, 1272, 163, 1301)
ad-parties-furnishing: TO PARTIES FURNISHING.—Bedroom Carpets, Drawing Room Carpets, Dining Room Carpets, Stair Carpets, Brussels and Tapestry Carpets, Albert, Venetian, and Dutch Carpets, Hemp Carpets, Axminster and Velvet Pile Hearth Rugs, Yarn Rugs, Wool Mats, Door Slips, Coir and Cocoa Mats, Brush Mats, Bordered Cocoa Mats, Basecloths, Carpets made and laid by efficient and competent Carpet Planners. (18, 210, 163, 306)
headline-winter-ad: WINTER ADVERTISEMENT. (507, 233, 629, 244)
drapery-item: FANCY DRESSES, in the Newest Materials, as Cable Cord, Sultana Cord, Satin Stripes, Silk Repps, Wool Serges, French Cords, Silk Warp Lustres. (483, 354, 653, 383)
train-row: Dunedin *7 30 a.m. · Pt.Chalmers *9 15 a.m. (18, 648, 156, 658)
headline-vulcan: VULCAN FOUNDRY, GREAT KING STREET, DUNEDIN. (948, 801, 1096, 823)
kg-paragraph: They hold the Largest and Cheapest Stock in the Colony this season, having been able to purchase largely at a great discount, owing to the great Silk Failures at Home. (808, 1091, 938, 1139)
headline-millinery: MILLINERY. (845, 831, 901, 842)
ad-city-tenders: TENDERS will be received at the Town Clerk's Office, Manse street, on or before WEDNESDAY, July 2nd, 1873, at 3 p.m., for the following works, separately:—1st. For Forming portion of High street, South Ward. 2nd. For Forming portion of Arthur street, High Ward. 3rd. For Forming portions of Cargill street and Hope Street, Bell Ward. 4th. For Forming portion of Dundas street, Leith Ward. 5th. For Supplying and Carting Gravel &c., to Bell Ward. 6th. For Carting Metal, from August 1st to December 31st, in the four Wards. Specifications at City Surveyor's Office. (18, 893, 163, 1018)
train-row: Do *†12 30 p.m. · Do †1 30 p.m. (18, 667, 120, 677)
train-footnote: * These trains stop at Burke's Brewery, St. Leonard's, and Sawyer's Bay. † These stop at Pelichet Bay also. (18, 696, 163, 725)
wanted-ad: WANTED, Everyone to use Olsen's Tomato Sauce. Sold by all respectable grocers throughout New Zealand. (173, 1345, 318, 1374)
ar-hay-paragraph: A. R. HAY is now in a position to offer to the LADIES of the CITY OF DUNEDIN, and COUNTRY DISTRICTS, a REVISED LIST of the several Departments at COMPETITION PRICES. Holding a large quantity of First-class DRAPERY at the present moment, it is determined not only to Advertise those FRESH and NEW GOODS, but to give the Public EXTRA VALUE for their Money. Shipped direct by an Experienced Home Agent, with the Choice of the British Market at hand, our statement is fully borne out when we assert that these Goods are second to none in Australasia. (663, 466, 798, 601)
trains-note: Passengers and Goods Trains will leave Dunedin and Port Chalmers respectively, until further notice, as under:— (18, 606, 163, 635)
kg-paragraph: As they are now in possession of Several Hundred Cases, Several Hundred Bales, and Several Hundred Boxes of NEW AUTUMN AND WINTER GOODS, There needs no more be said than that they hold the Largest and Best Stock the Public have yet had the opportunity of inspecting. And in order to increase their business and maintain the reputation of being (808, 556, 938, 652)
